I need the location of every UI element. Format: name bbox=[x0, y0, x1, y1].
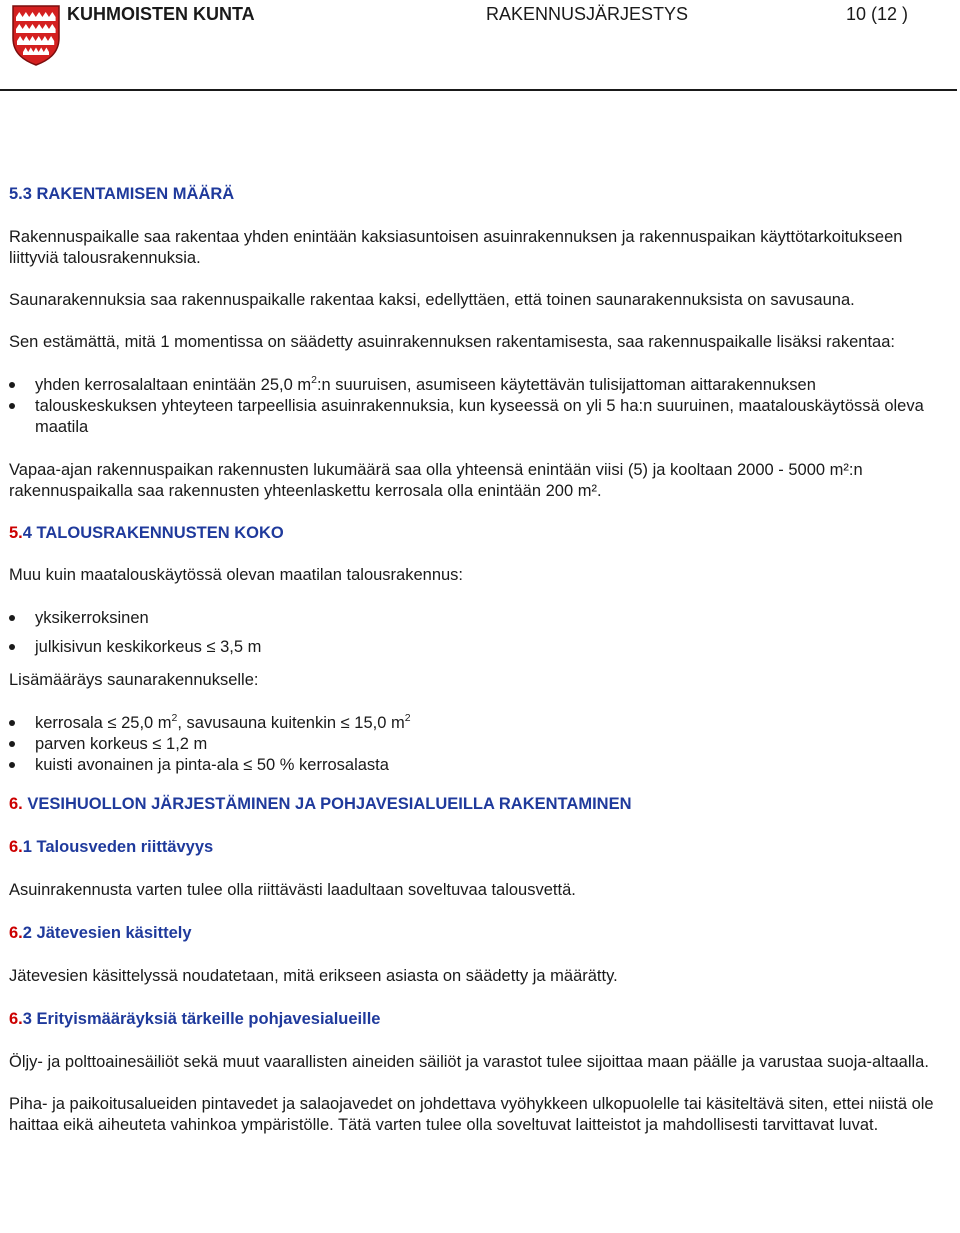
section-heading-6: 6. VESIHUOLLON JÄRJESTÄMINEN JA POHJAVESIALUEILLA RAKENTAMINEN bbox=[9, 795, 632, 813]
list-item: yksikerroksinen bbox=[9, 608, 954, 629]
section-heading-5-4: 5.4 TALOUSRAKENNUSTEN KOKO bbox=[9, 524, 284, 542]
paragraph: Öljy- ja polttoainesäiliöt sekä muut vaarallisten aineiden säiliöt ja varastot tulee sijoittaa maan päälle ja varustaa suoja-altaalla. bbox=[9, 1053, 929, 1071]
list-item: kuisti avonainen ja pinta-ala ≤ 50 % kerrosalasta bbox=[9, 755, 954, 776]
section-heading-6-2: 6.2 Jätevesien käsittely bbox=[9, 924, 192, 942]
list-item: julkisivun keskikorkeus ≤ 3,5 m bbox=[9, 637, 954, 658]
paragraph: Jätevesien käsittelyssä noudatetaan, mitä erikseen asiasta on säädetty ja määrätty. bbox=[9, 967, 618, 985]
page-number: 10 (12 ) bbox=[846, 4, 909, 24]
document-title: RAKENNUSJÄRJESTYS bbox=[486, 4, 689, 24]
paragraph: Piha- ja paikoitusalueiden pintavedet ja salaojavedet on johdettava vyöhykkeen ulkopuolelle tai käsiteltävä siten, ettei niistä ole haittaa eikä aiheuteta vahinkoa ympäristölle. Tätä varten tulee olla soveltuvat laitteistot ja mahdollisesti tarvittavat luvat. bbox=[9, 1095, 934, 1134]
header-divider bbox=[0, 89, 957, 91]
document-body bbox=[9, 184, 954, 1136]
organization-name: KUHMOISTEN KUNTA bbox=[67, 4, 255, 24]
list-item: parven korkeus ≤ 1,2 m bbox=[9, 734, 954, 755]
paragraph: Sen estämättä, mitä 1 momentissa on säädetty asuinrakennuksen rakentamisesta, saa rakennuspaikalle lisäksi rakentaa: bbox=[9, 333, 895, 351]
paragraph: Asuinrakennusta varten tulee olla riittävästi laadultaan soveltuvaa talousvettä. bbox=[9, 881, 576, 899]
section-heading-6-1: 6.1 Talousveden riittävyys bbox=[9, 838, 214, 856]
paragraph: Vapaa-ajan rakennuspaikan rakennusten lukumäärä saa olla yhteensä enintään viisi (5) ja kooltaan 2000 - 5000 m²:n rakennuspaikalla saa rakennusten yhteenlaskettu kerrosala olla enintään 200 m². bbox=[9, 461, 863, 500]
paragraph: Saunarakennuksia saa rakennuspaikalle rakentaa kaksi, edellyttäen, että toinen saunarakennuksista on savusauna. bbox=[9, 291, 855, 309]
bullet-list bbox=[9, 375, 954, 438]
list-item: talouskeskuksen yhteyteen tarpeellisia asuinrakennuksia, kun kyseessä on yli 5 ha:n suuruinen, maatalouskäytössä oleva maatila bbox=[9, 396, 954, 438]
municipal-coat-of-arms-icon bbox=[11, 4, 61, 66]
bullet-list bbox=[9, 608, 954, 658]
paragraph: Rakennuspaikalle saa rakentaa yhden enintään kaksiasuntoisen asuinrakennuksen ja rakennuspaikan käyttötarkoitukseen liittyviä talousrakennuksia. bbox=[9, 228, 903, 267]
paragraph: Lisämääräys saunarakennukselle: bbox=[9, 671, 259, 689]
list-item: yhden kerrosalaltaan enintään 25,0 $m^2:n$ suuruisen, asumiseen käytettävän tulisijattoman aittarakennuksen bbox=[9, 375, 954, 396]
page-header bbox=[0, 0, 960, 92]
section-heading-5-3: 5.3 RAKENTAMISEN MÄÄRÄ bbox=[9, 185, 235, 203]
bullet-list bbox=[9, 713, 954, 776]
list-item: kerrosala ≤ 25,0 $m^2$, savusauna kuitenkin ≤ 15,0 $m^2$ bbox=[9, 713, 954, 734]
section-heading-6-3: 6.3 Erityismääräyksiä tärkeille pohjavesialueille bbox=[9, 1010, 381, 1028]
paragraph: Muu kuin maatalouskäytössä olevan maatilan talousrakennus: bbox=[9, 566, 464, 584]
